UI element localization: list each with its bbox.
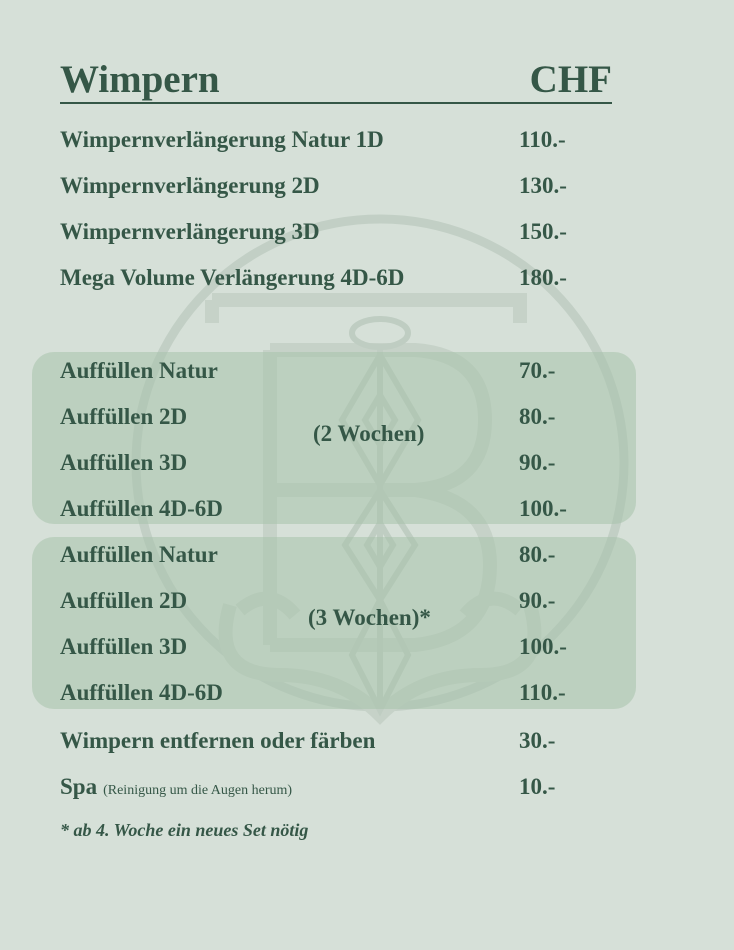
price-row (60, 726, 600, 756)
service-price: 10.- (519, 774, 556, 799)
service-price: 80.- (519, 542, 556, 567)
service-price: 90.- (519, 588, 556, 613)
service-label (60, 772, 292, 806)
service-price: 90.- (519, 450, 556, 475)
service-label: Auffüllen 2D (60, 588, 188, 613)
service-price: 100.- (519, 496, 567, 521)
price-row (60, 356, 600, 386)
service-price: 130.- (519, 173, 567, 198)
service-price: 110.- (519, 127, 566, 152)
service-label: Auffüllen 4D-6D (60, 680, 223, 705)
price-row (60, 586, 600, 616)
price-list-header (60, 58, 612, 104)
price-row (60, 171, 600, 201)
service-price: 70.- (519, 358, 556, 383)
price-row (60, 125, 600, 155)
price-row (60, 632, 600, 662)
service-price: 30.- (519, 728, 556, 753)
spa-label: Spa (60, 774, 98, 799)
page-title: Wimpern (60, 58, 220, 101)
service-price: 80.- (519, 404, 556, 429)
service-label: Auffüllen 2D (60, 404, 188, 429)
service-label: Auffüllen 4D-6D (60, 496, 223, 521)
price-row (60, 402, 600, 432)
price-row (60, 494, 600, 524)
service-price: 150.- (519, 219, 567, 244)
service-label: Auffüllen Natur (60, 542, 218, 567)
service-label: Auffüllen Natur (60, 358, 218, 383)
duration-2-weeks: (2 Wochen) (313, 421, 425, 446)
service-label: Auffüllen 3D (60, 450, 188, 475)
duration-3-weeks: (3 Wochen)* (308, 605, 431, 630)
service-label: Wimpern entfernen oder färben (60, 728, 376, 753)
service-price: 100.- (519, 634, 567, 659)
price-row (60, 448, 600, 478)
service-label: Wimpernverlängerung 2D (60, 173, 320, 198)
price-row (60, 772, 600, 802)
currency-label: CHF (529, 58, 612, 101)
service-label: Mega Volume Verlängerung 4D-6D (60, 265, 405, 290)
service-label: Auffüllen 3D (60, 634, 188, 659)
price-row (60, 678, 600, 708)
price-row (60, 263, 600, 293)
spa-note: (Reinigung um die Augen herum) (103, 783, 293, 798)
price-row (60, 217, 600, 247)
service-label: Wimpernverlängerung Natur 1D (60, 127, 384, 152)
service-label: Wimpernverlängerung 3D (60, 219, 320, 244)
service-price: 180.- (519, 265, 567, 290)
footnote: * ab 4. Woche ein neues Set nötig (60, 820, 309, 840)
service-price: 110.- (519, 680, 566, 705)
price-row (60, 540, 600, 570)
